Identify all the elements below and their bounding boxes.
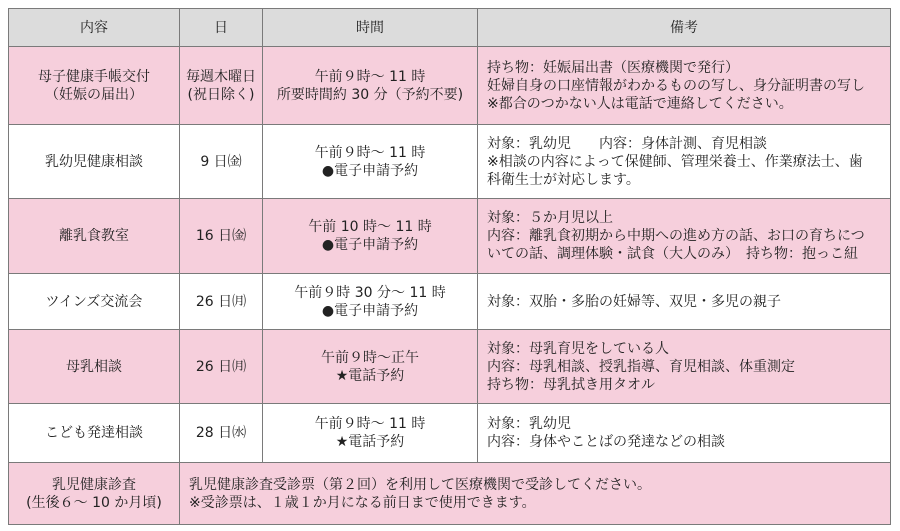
- cell-line: こども発達相談: [45, 425, 143, 441]
- cell-line: 16 日㈮: [195, 228, 247, 244]
- row-time: [263, 125, 478, 199]
- cell-line: ★電話予約: [335, 367, 405, 384]
- row-day: [180, 47, 263, 125]
- row-name: [9, 47, 180, 125]
- table-row: [9, 125, 891, 199]
- table-row: [9, 274, 891, 330]
- cell-line: ※相談の内容によって保健師、管理栄養士、作業療法士、歯: [487, 153, 863, 170]
- row-name: [9, 404, 180, 463]
- cell-line: ※都合のつかない人は電話で連絡してください。: [487, 95, 793, 112]
- cell-line: 妊婦自身の口座情報がわかるものの写し、身分証明書の写し: [487, 77, 865, 94]
- header-day: 日: [180, 9, 263, 47]
- row-time: [263, 199, 478, 274]
- cell-line: 科衛生士が対応します。: [487, 171, 640, 188]
- cell-line: 午前９時～ 11 時: [314, 144, 426, 161]
- row-time: [263, 47, 478, 125]
- cell-line: 内容：身体やことばの発達などの相談: [487, 434, 725, 450]
- row-name: [9, 125, 180, 199]
- cell-line: 持ち物：妊娠届出書（医療機関で発行）: [487, 59, 739, 76]
- cell-line: 午前９時 30 分～ 11 時: [294, 284, 446, 301]
- row-name: [9, 274, 180, 330]
- table-row: [9, 404, 891, 463]
- row-notes: [478, 274, 891, 330]
- cell-line: （妊娠の届出）: [45, 86, 143, 103]
- row-notes: [478, 47, 891, 125]
- cell-line: 午前９時～ 11 時: [314, 416, 426, 432]
- cell-line: 持ち物：母乳拭き用タオル: [487, 376, 655, 393]
- cell-line: (生後６～ 10 か月頃): [26, 494, 162, 511]
- row-day: [180, 330, 263, 404]
- cell-line: (祝日除く): [187, 86, 255, 103]
- cell-line: ツインズ交流会: [45, 293, 143, 310]
- row-day: [180, 274, 263, 330]
- cell-line: 所要時間約 30 分（予約不要): [276, 86, 464, 103]
- row-day: [180, 125, 263, 199]
- table-header-row: [9, 9, 891, 47]
- cell-line: 対象：５か月児以上: [487, 210, 613, 226]
- row-name: [9, 199, 180, 274]
- cell-line: ※受診票は、１歳１か月になる前日まで使用できます。: [189, 494, 536, 511]
- cell-line: 離乳食教室: [59, 228, 129, 244]
- row-day: [180, 199, 263, 274]
- row-name: [9, 330, 180, 404]
- row-notes: [478, 199, 891, 274]
- header-notes: 備考: [478, 9, 891, 47]
- cell-line: 母子健康手帳交付: [38, 68, 150, 85]
- header-name: 内容: [9, 9, 180, 47]
- cell-line: 乳幼児健康相談: [45, 153, 143, 170]
- cell-line: 内容：離乳食初期から中期への進め方の話、お口の育ちにつ: [487, 228, 865, 244]
- cell-line: 毎週木曜日: [186, 68, 256, 85]
- cell-line: 28 日㈬: [195, 425, 247, 441]
- cell-line: 26 日㈪: [195, 358, 247, 375]
- cell-line: ●電子申請予約: [321, 237, 419, 253]
- cell-line: いての話、調理体験・試食（大人のみ） 持ち物：抱っこ紐: [487, 246, 858, 262]
- cell-line: ●電子申請予約: [321, 302, 419, 319]
- row-time: [263, 330, 478, 404]
- cell-line: 母乳相談: [66, 358, 122, 375]
- schedule-table: [8, 8, 891, 525]
- table-row: [9, 199, 891, 274]
- cell-line: ★電話予約: [335, 434, 405, 450]
- row-name: [9, 463, 180, 525]
- cell-line: 午前９時～ 11 時: [314, 68, 426, 85]
- table-row-checkup: [9, 463, 891, 525]
- header-time: 時間: [263, 9, 478, 47]
- cell-line: ●電子申請予約: [321, 162, 419, 179]
- table-row: [9, 330, 891, 404]
- row-notes: [478, 404, 891, 463]
- cell-line: 乳児健康診査: [52, 476, 136, 493]
- row-time: [263, 404, 478, 463]
- cell-line: 対象：乳幼児 内容：身体計測、育児相談: [487, 135, 767, 152]
- cell-line: 26 日㈪: [195, 293, 247, 310]
- cell-line: 乳児健康診査受診票（第２回）を利用して医療機関で受診してください。: [189, 476, 651, 493]
- cell-line: 内容：母乳相談、授乳指導、育児相談、体重測定: [487, 358, 795, 375]
- cell-line: 9 日㈮: [200, 153, 242, 170]
- cell-line: 午前 10 時～ 11 時: [308, 219, 432, 235]
- row-notes: [478, 125, 891, 199]
- cell-line: 対象：母乳育児をしている人: [487, 340, 669, 357]
- row-notes: [478, 330, 891, 404]
- cell-line: 対象：双胎・多胎の妊婦等、双児・多児の親子: [487, 293, 781, 310]
- row-time: [263, 274, 478, 330]
- table-row: [9, 47, 891, 125]
- cell-line: 対象：乳幼児: [487, 416, 571, 432]
- cell-line: 午前９時～正午: [321, 349, 419, 366]
- row-day: [180, 404, 263, 463]
- row-notes-merged: [180, 463, 891, 525]
